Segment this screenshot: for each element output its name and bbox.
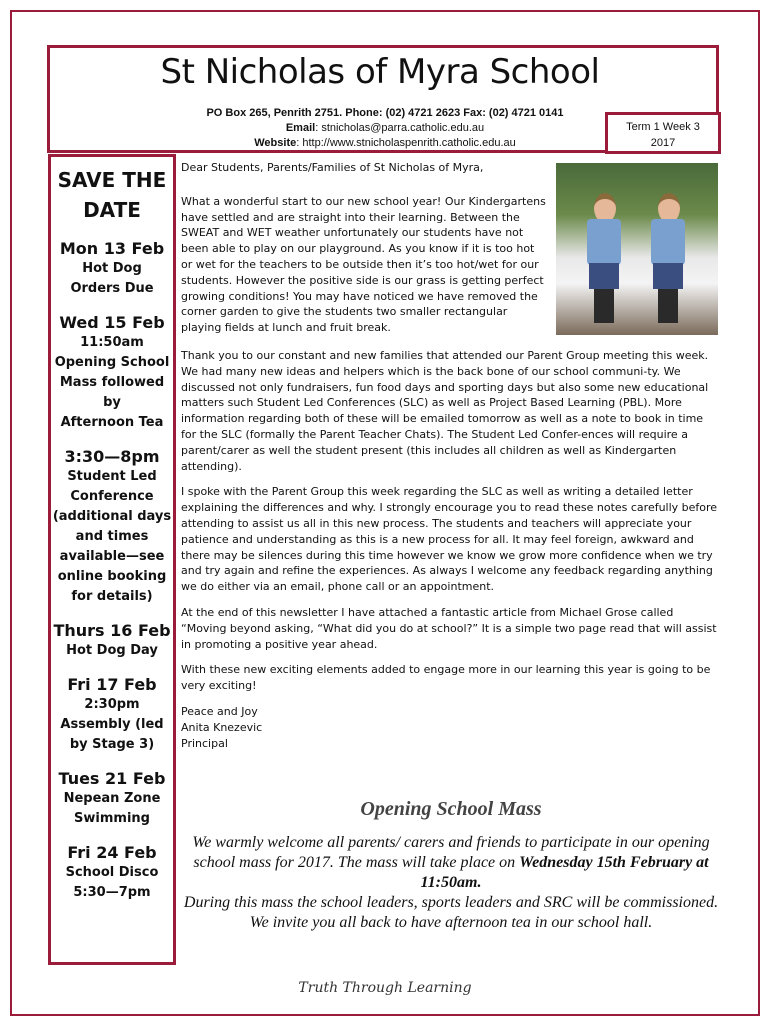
event-description: and times bbox=[75, 529, 149, 544]
school-motto: Truth Through Learning bbox=[298, 980, 472, 996]
event-description: Nepean Zone bbox=[63, 791, 161, 806]
website-line bbox=[150, 135, 620, 151]
website-url[interactable]: : http://www.stnicholaspenrith.catholic.edu.au bbox=[296, 137, 516, 149]
signoff-2: Anita Knezevic bbox=[181, 720, 263, 734]
event-item bbox=[51, 433, 173, 607]
event-item bbox=[51, 755, 173, 829]
paragraph-1: What a wonderful start to our new school year! Our Kindergartens have settled and are straight into their learning. Between the SWEAT and WET weather unfortunately our students have not been able to play on our playground. As you know if it is too hot or wet for the teachers to be outside then it’s too hot/wet for our students. However the positive side is our grass is getting perfect growing conditions! You may have noticed we have removed the corner garden to give the students two smaller rectangular playing fields at lunch and fruit break. bbox=[181, 194, 546, 335]
mass-text-3: We invite you all back to have afternoon tea in our school hall. bbox=[249, 914, 653, 931]
event-description: available—see bbox=[59, 549, 165, 564]
event-description: Conference bbox=[70, 489, 154, 504]
signoff-1: Peace and Joy bbox=[181, 704, 258, 718]
save-the-date-sidebar bbox=[48, 154, 176, 965]
paragraph-2: Thank you to our constant and new families that attended our Parent Group meeting this week. We had many new ideas and helpers which is the back bone of our school communi-ty. We discussed not only fundraisers, fun food days and sporting days but also some new educational matters such Student Led Conferences (SLC) as well as Project Based Learning (PBL). More information regarding both of these will be emailed tomorrow as well as a note to book in time for the SLC (formally the Parent Teacher Chats). The Student Led Confer-ences will require a parent/carer as well the student present (this includes all children as well as Kindergarten attending). bbox=[181, 348, 709, 473]
paragraph-5: With these new exciting elements added to engage more in our learning this year is going to be very exciting! bbox=[181, 663, 711, 693]
event-description: for details) bbox=[71, 589, 153, 604]
event-item bbox=[51, 607, 173, 661]
event-item bbox=[51, 661, 173, 755]
sidebar-title-line1: SAVE THE bbox=[57, 168, 167, 192]
signoff-3: Principal bbox=[181, 736, 228, 750]
term-label: Term 1 Week 3 bbox=[626, 121, 700, 133]
sidebar-title-line2: DATE bbox=[83, 198, 141, 222]
event-date: Mon 13 Feb bbox=[59, 239, 165, 258]
event-description: Hot Dog Day bbox=[66, 643, 158, 658]
event-description: (additional days bbox=[52, 509, 172, 524]
website-label: Website bbox=[254, 137, 297, 149]
event-description: Assembly (led bbox=[60, 717, 164, 732]
mass-text-2: During this mass the school leaders, sports leaders and SRC will be commissioned. bbox=[183, 894, 719, 911]
email-line bbox=[150, 120, 620, 136]
sidebar-title bbox=[51, 165, 173, 225]
event-item bbox=[51, 829, 173, 903]
contact-line: PO Box 265, Penrith 2751. Phone: (02) 4721 2623 Fax: (02) 4721 0141 bbox=[206, 107, 564, 119]
principal-letter bbox=[181, 160, 719, 751]
event-description: online booking bbox=[57, 569, 167, 584]
event-description: Swimming bbox=[74, 811, 150, 826]
event-description: Opening School bbox=[54, 355, 170, 370]
event-description: Afternoon Tea bbox=[60, 415, 164, 430]
event-description: 2:30pm bbox=[84, 697, 140, 712]
event-description: by bbox=[103, 395, 121, 410]
mass-date: Wednesday 15th February at 11:50am. bbox=[420, 854, 709, 891]
term-year: 2017 bbox=[650, 137, 676, 149]
paragraph-4: At the end of this newsletter I have attached a fantastic article from Michael Grose called “Moving beyond asking, “What did you do at school?” It is a simple two page read that will assist in promoting a positive year ahead. bbox=[181, 605, 717, 651]
paragraph-3: I spoke with the Parent Group this week regarding the SLC as well as writing a detailed letter explaining the differences and why. I strongly encourage you to read these notes carefully before attending to assist us all in this new process. The students and teachers will appreciate your patience and understanding as this is a new process for all. It may feel foreign, awkward and there may be silences during this time however we know we grow more confidence when we try and try again and refine the experiences. As always I welcome any feedback regarding anything we do either via an email, phone call or an appointment. bbox=[181, 485, 718, 594]
event-date: Wed 15 Feb bbox=[59, 313, 165, 332]
event-date: Fri 24 Feb bbox=[67, 843, 157, 862]
greeting: Dear Students, Parents/Families of St Nicholas of Myra, bbox=[181, 161, 484, 174]
email-label: Email bbox=[285, 122, 316, 134]
event-item bbox=[51, 225, 173, 299]
event-date: Thurs 16 Feb bbox=[53, 621, 171, 640]
event-description: Student Led bbox=[67, 469, 157, 484]
event-description: Hot Dog bbox=[82, 261, 142, 276]
email-address[interactable]: : stnicholas@parra.catholic.edu.au bbox=[315, 122, 485, 134]
event-date: Fri 17 Feb bbox=[67, 675, 157, 694]
event-description: by Stage 3) bbox=[69, 737, 155, 752]
term-badge bbox=[605, 112, 721, 154]
mass-body bbox=[181, 833, 721, 933]
event-description: 5:30—7pm bbox=[73, 885, 151, 900]
event-date: Tues 21 Feb bbox=[58, 769, 166, 788]
school-name: St Nicholas of Myra School bbox=[160, 52, 600, 92]
event-list bbox=[51, 225, 173, 903]
event-description: Orders Due bbox=[70, 281, 154, 296]
event-date: 3:30—8pm bbox=[64, 447, 160, 466]
event-description: 11:50am bbox=[80, 335, 144, 350]
event-description: School Disco bbox=[65, 865, 159, 880]
mass-title: Opening School Mass bbox=[360, 798, 542, 820]
event-item bbox=[51, 299, 173, 433]
event-description: Mass followed bbox=[59, 375, 165, 390]
mass-notice bbox=[181, 798, 721, 933]
mass-text-1: We warmly welcome all parents/ carers and friends to participate in our opening school mass for 2017. The mass will take place on bbox=[192, 834, 710, 871]
